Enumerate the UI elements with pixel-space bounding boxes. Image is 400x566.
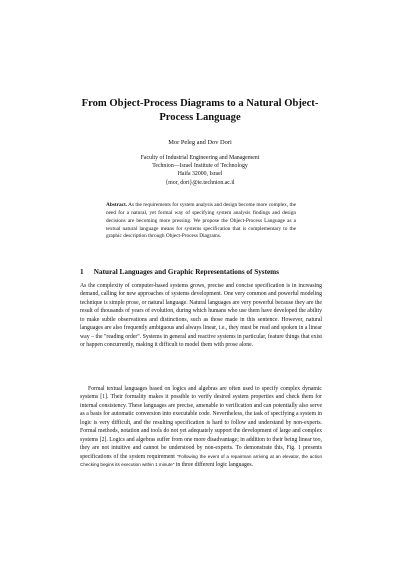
affiliation-email: {mor, dori}@ie.technion.ac.il [165, 179, 235, 186]
paragraph-2-main: Formal textual languages based on logics and algebras are often used to specify complex dynamic systems [1]. Their formality makes it possible to verify desired system properties and check them for internal consistency. These languages are precise, amenable to verification and can potentially also serve as a basis for automatic conversion into executable code. Nevertheless, the task of specifying a system in logic is very difficult, and the resulting specification is hard to follow and understand by non-experts. Formal methods, notation and tools do not yet adequately support the development of large and complex systems [2]. Logics and algebras suffer from one more disadvantage; in addition to their being linear too, they are not intuitive and cannot be understood by non-experts. To demonstrate this, Fig. 1 presents specifications of the system requirement [80, 386, 322, 460]
affiliation-address: Haifa 32000, Israel [177, 171, 223, 178]
paragraph-2-tail: in three different logic languages. [175, 462, 254, 469]
abstract-text: As the requirements for system analysis and design become more complex, the need for a natural, yet formal way of specifying system analysis findings and design decisions are becoming more pressing. We propose the Object-Process Language as a textual natural language means for systems specification that is complementary to the graphic description through Object-Process Diagrams. [106, 202, 296, 240]
affiliation-faculty: Faculty of Industrial Engineering and Management [140, 155, 260, 161]
requirement-quote: "Following the event of a repairman arriving at an elevator, the action Checking begins its execution within 1 minute" [80, 453, 322, 468]
title-line-1: From Object-Process Diagrams to a Natural Object- [81, 98, 319, 109]
abstract-label: Abstract. [106, 202, 128, 208]
section-number: 1 [80, 268, 84, 276]
body-paragraph-1: As the complexity of computer-based systems grows, precise and concise specification is in increasing demand, calling for new approaches of systems development. One very common and powerful modeling technique is simple prose, or natural language. Natural languages are very powerful because they are the result of thousands of years of evolution, during which humans who use them have developed the ability to make subtle observations and distinctions, such as those made in this sentence. However, natural languages are also frequently ambiguous and always linear, i.e., they must be read and spoken in a linear way – the "reading order". Systems in general and reactive systems in particular, feature things that exist or happen concurrently, making it difficult to model them with prose alone. [80, 283, 322, 349]
paragraph-2-text [80, 385, 322, 470]
title-line-2: Process Language [159, 112, 241, 123]
section-title: Natural Languages and Graphic Representations of Systems [93, 268, 279, 276]
abstract [106, 202, 296, 241]
section-heading [80, 268, 340, 276]
paper-title [70, 97, 330, 125]
author-names: Mor Peleg and Dov Dori [168, 139, 232, 146]
affiliation-institute: Technion—Israel Institute of Technology [152, 163, 248, 170]
body-paragraph-2 [80, 385, 322, 470]
affiliation-block [0, 154, 400, 187]
